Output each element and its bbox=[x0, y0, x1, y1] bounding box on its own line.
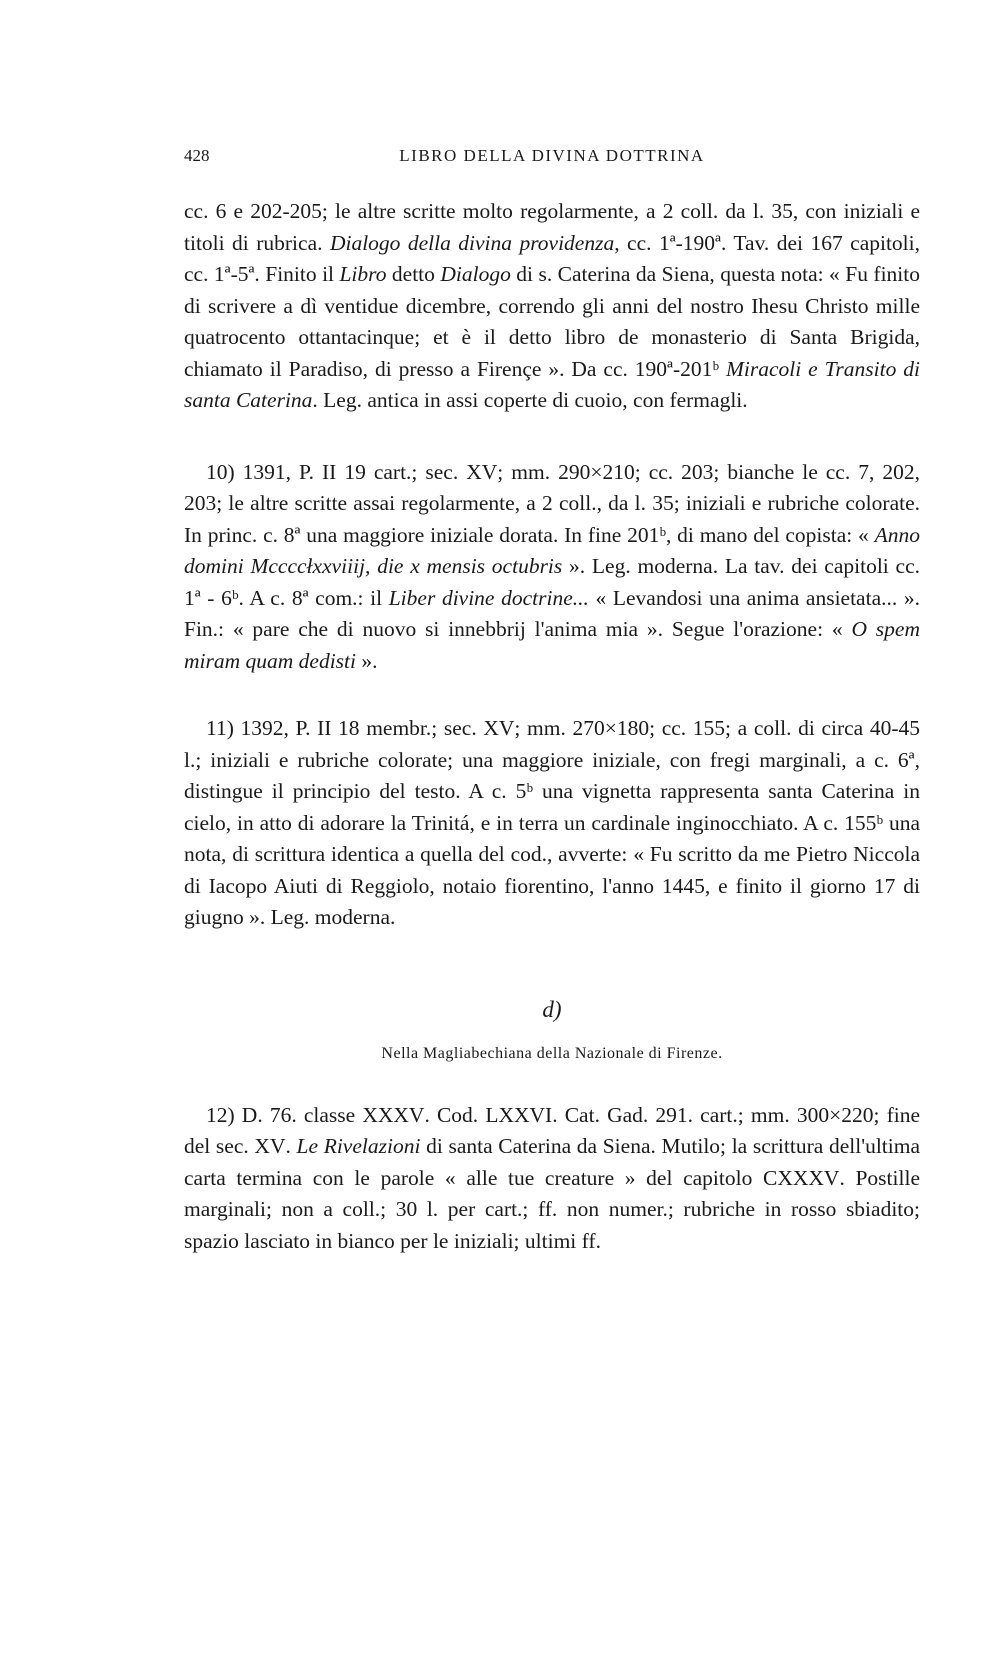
shelfmark: D. 76 bbox=[241, 1102, 292, 1127]
text-run: . Postille marginali; non a coll.; 30 l. per cart.; ff. non numer.; rubriche in rosso sbiadito; spazio lasciato in bianco per le iniziali; ultimi ff. bbox=[184, 1165, 920, 1253]
text-run: di santa Caterina da Siena. Mutilo; la scrittura dell'ultima carta termina con le parole « alle tue creature » del capitolo bbox=[184, 1134, 921, 1190]
text-run: ; mm. 270×180; cc. 155; a coll. di circa 40-45 l.; iniziali e rubriche colorate; una maggiore iniziale, con fregi marginali, a c. 6ª, distingue il principio del testo. A c. 5ᵇ una vignetta rappresenta santa Caterina in cielo, in atto di adorare la Trinitá, e in terra un cardinale inginocchiato. A c. 155ᵇ una nota, di scrittura identica a quella del cod., avverte: « Fu scritto da me Pietro Niccola di Iacopo Aiuti di Reggiolo, notaio fiorentino, l'anno 1445, e finito il giorno 17 di giugno ». Leg. moderna. bbox=[184, 716, 920, 929]
running-title: LIBRO DELLA DIVINA DOTTRINA bbox=[399, 146, 705, 165]
work-title: Le Rivelazioni bbox=[296, 1134, 421, 1158]
text-run: , cc. 1ª-190ª. Tav. dei 167 capitoli, cc. 1ª-5ª. Finito il bbox=[184, 230, 921, 286]
text-run: . Cod. bbox=[424, 1102, 486, 1127]
century-numeral: XV bbox=[483, 716, 515, 740]
entry-paragraph bbox=[184, 713, 920, 934]
entry-paragraph bbox=[184, 457, 920, 678]
section-subtitle: Nella Magliabechiana della Nazionale di Firenze. bbox=[381, 1044, 723, 1062]
entry-12 bbox=[184, 1100, 920, 1258]
text-run: 11) 1392, bbox=[206, 716, 296, 740]
text-run: 12) bbox=[206, 1102, 242, 1127]
text-run: « Levandosi una anima ansietata... ». Fin.: « pare che di nuovo si innebbrij l'anima mia ». Segue l'orazione: « bbox=[184, 585, 920, 641]
century-numeral: XV bbox=[254, 1134, 286, 1158]
quotation: O spem miram quam dedisti bbox=[184, 617, 920, 673]
century-numeral: XV bbox=[466, 459, 498, 484]
running-header bbox=[184, 146, 920, 172]
work-title: Dialogo bbox=[440, 262, 511, 286]
text-run: di s. Caterina da Siena, questa nota: « Fu finito di scrivere a dì ventidue dicembre, correndo gli anni del nostro Ihesu Christo mille quatrocento ottantacinque; et è il detto libro de monasterio di Santa Brigida, chiamato il Paradiso, di presso a Firençe ». Da cc. 190ª-201ᵇ bbox=[184, 262, 920, 381]
text-run: . Leg. antica in assi coperte di cuoio, con fermagli. bbox=[312, 388, 748, 412]
roman-numeral: XXXV bbox=[362, 1102, 425, 1127]
text-run: ; mm. 290×210; cc. 203; bianche le cc. 7, 202, 203; le altre scritte assai regolarmente, a 2 coll., da l. 35; iniziali e rubriche colorate. In princ. c. 8ª una maggiore iniziale dorata. In fine 201ᵇ, di mano del copista: « bbox=[184, 459, 920, 547]
page-number: 428 bbox=[184, 146, 210, 165]
text-run: ». bbox=[356, 648, 378, 673]
entry-paragraph bbox=[184, 1100, 920, 1258]
work-title: Liber divine doctrine... bbox=[388, 585, 589, 610]
text-run: detto bbox=[386, 262, 441, 286]
text-run: cart.; sec. bbox=[365, 459, 467, 484]
text-run: . Cat. Gad. 291. cart.; mm. 300×220; fine del sec. bbox=[184, 1102, 921, 1158]
roman-numeral: LXXVI bbox=[485, 1102, 553, 1127]
text-run: 10) 1391, bbox=[206, 459, 300, 484]
text-run: ». Leg. moderna. La tav. dei capitoli cc. 1ª - 6ᵇ. A c. 8ª com.: il bbox=[184, 554, 920, 610]
text-run: membr.; sec. bbox=[359, 716, 484, 740]
page-body bbox=[184, 196, 920, 1257]
shelfmark: P. II 18 bbox=[295, 716, 360, 740]
roman-numeral: CXXXV bbox=[763, 1165, 840, 1190]
entry-11 bbox=[184, 713, 920, 934]
work-title: Dialogo della divina providenza bbox=[329, 230, 615, 255]
text-run: cc. 6 e 202-205; le altre scritte molto regolarmente, a 2 coll. da l. 35, con iniziali e titoli di rubrica. bbox=[184, 199, 920, 255]
text-run: . bbox=[285, 1134, 297, 1158]
quotation: Anno domini Mccccłxxviiij, die x mensis octubris bbox=[184, 522, 920, 578]
shelfmark: P. II 19 bbox=[299, 459, 366, 484]
work-title: Miracoli e Transito di santa Caterina bbox=[184, 356, 920, 412]
continuation-paragraph bbox=[184, 196, 920, 417]
section-heading: d) bbox=[542, 996, 562, 1022]
work-title: Libro bbox=[339, 262, 387, 286]
entry-10 bbox=[184, 457, 920, 678]
text-run: . classe bbox=[291, 1102, 363, 1127]
